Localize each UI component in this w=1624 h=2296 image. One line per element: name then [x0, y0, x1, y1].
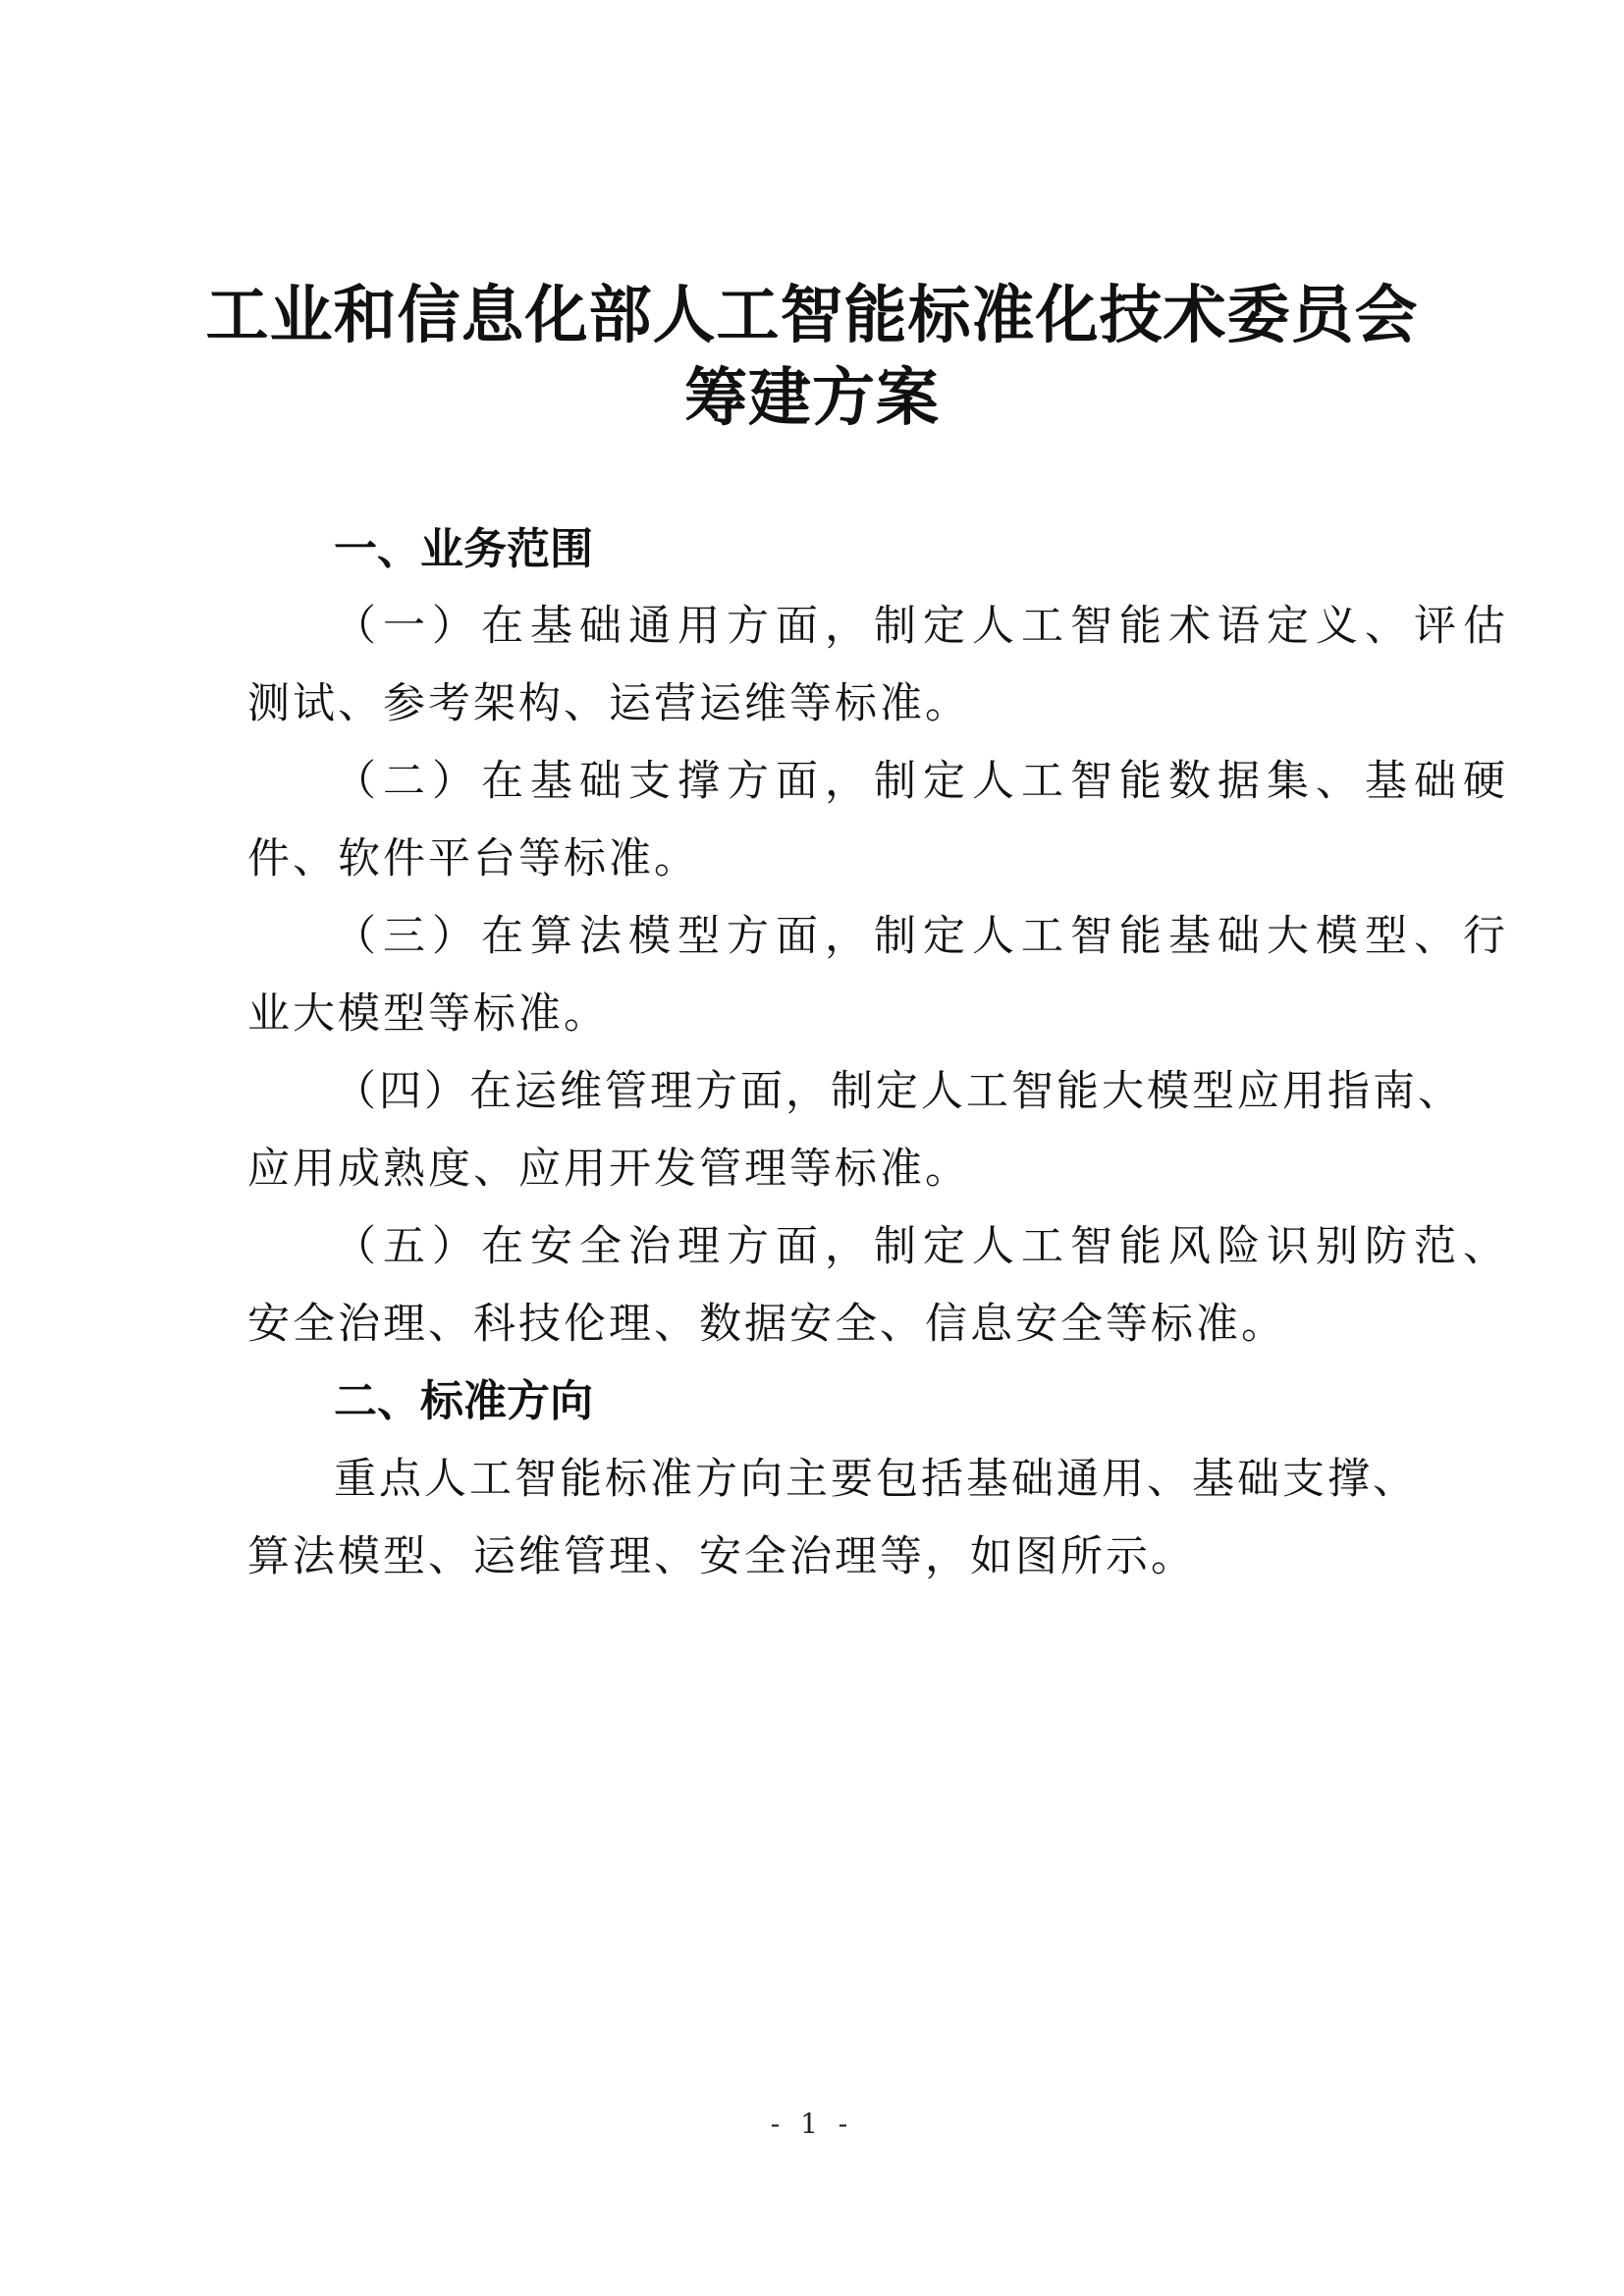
section-1-item-2-line-1: （二）在基础支撑方面，制定人工智能数据集、基础硬: [334, 757, 1512, 806]
section-2-paragraph-line-1: 重点人工智能标准方向主要包括基础通用、基础支撑、: [334, 1455, 1418, 1504]
section-1-heading: 一、业务范围: [334, 524, 593, 574]
document-title-line-2: 筹建方案: [684, 361, 940, 435]
section-1-item-4-line-2: 应用成熟度、应用开发管理等标准。: [247, 1145, 970, 1194]
section-1-item-2-line-2: 件、软件平台等标准。: [247, 834, 699, 883]
section-1-item-3-line-1: （三）在算法模型方面，制定人工智能基础大模型、行: [334, 912, 1512, 961]
page-number: - 1 -: [770, 2108, 854, 2140]
section-2-heading: 二、标准方向: [334, 1376, 593, 1426]
section-1-item-3-line-2: 业大模型等标准。: [247, 989, 609, 1039]
section-1-item-4-line-1: （四）在运维管理方面，制定人工智能大模型应用指南、: [334, 1067, 1463, 1116]
section-2-paragraph-line-2: 算法模型、运维管理、安全治理等，如图所示。: [247, 1532, 1196, 1581]
section-1-item-5-line-1: （五）在安全治理方面，制定人工智能风险识别防范、: [334, 1222, 1512, 1271]
section-1-item-1-line-1: （一）在基础通用方面，制定人工智能术语定义、评估: [334, 602, 1512, 651]
section-1-item-5-line-2: 安全治理、科技伦理、数据安全、信息安全等标准。: [247, 1300, 1286, 1349]
document-title-line-1: 工业和信息化部人工智能标准化技术委员会: [205, 279, 1419, 352]
section-1-item-1-line-2: 测试、参考架构、运营运维等标准。: [247, 679, 970, 728]
